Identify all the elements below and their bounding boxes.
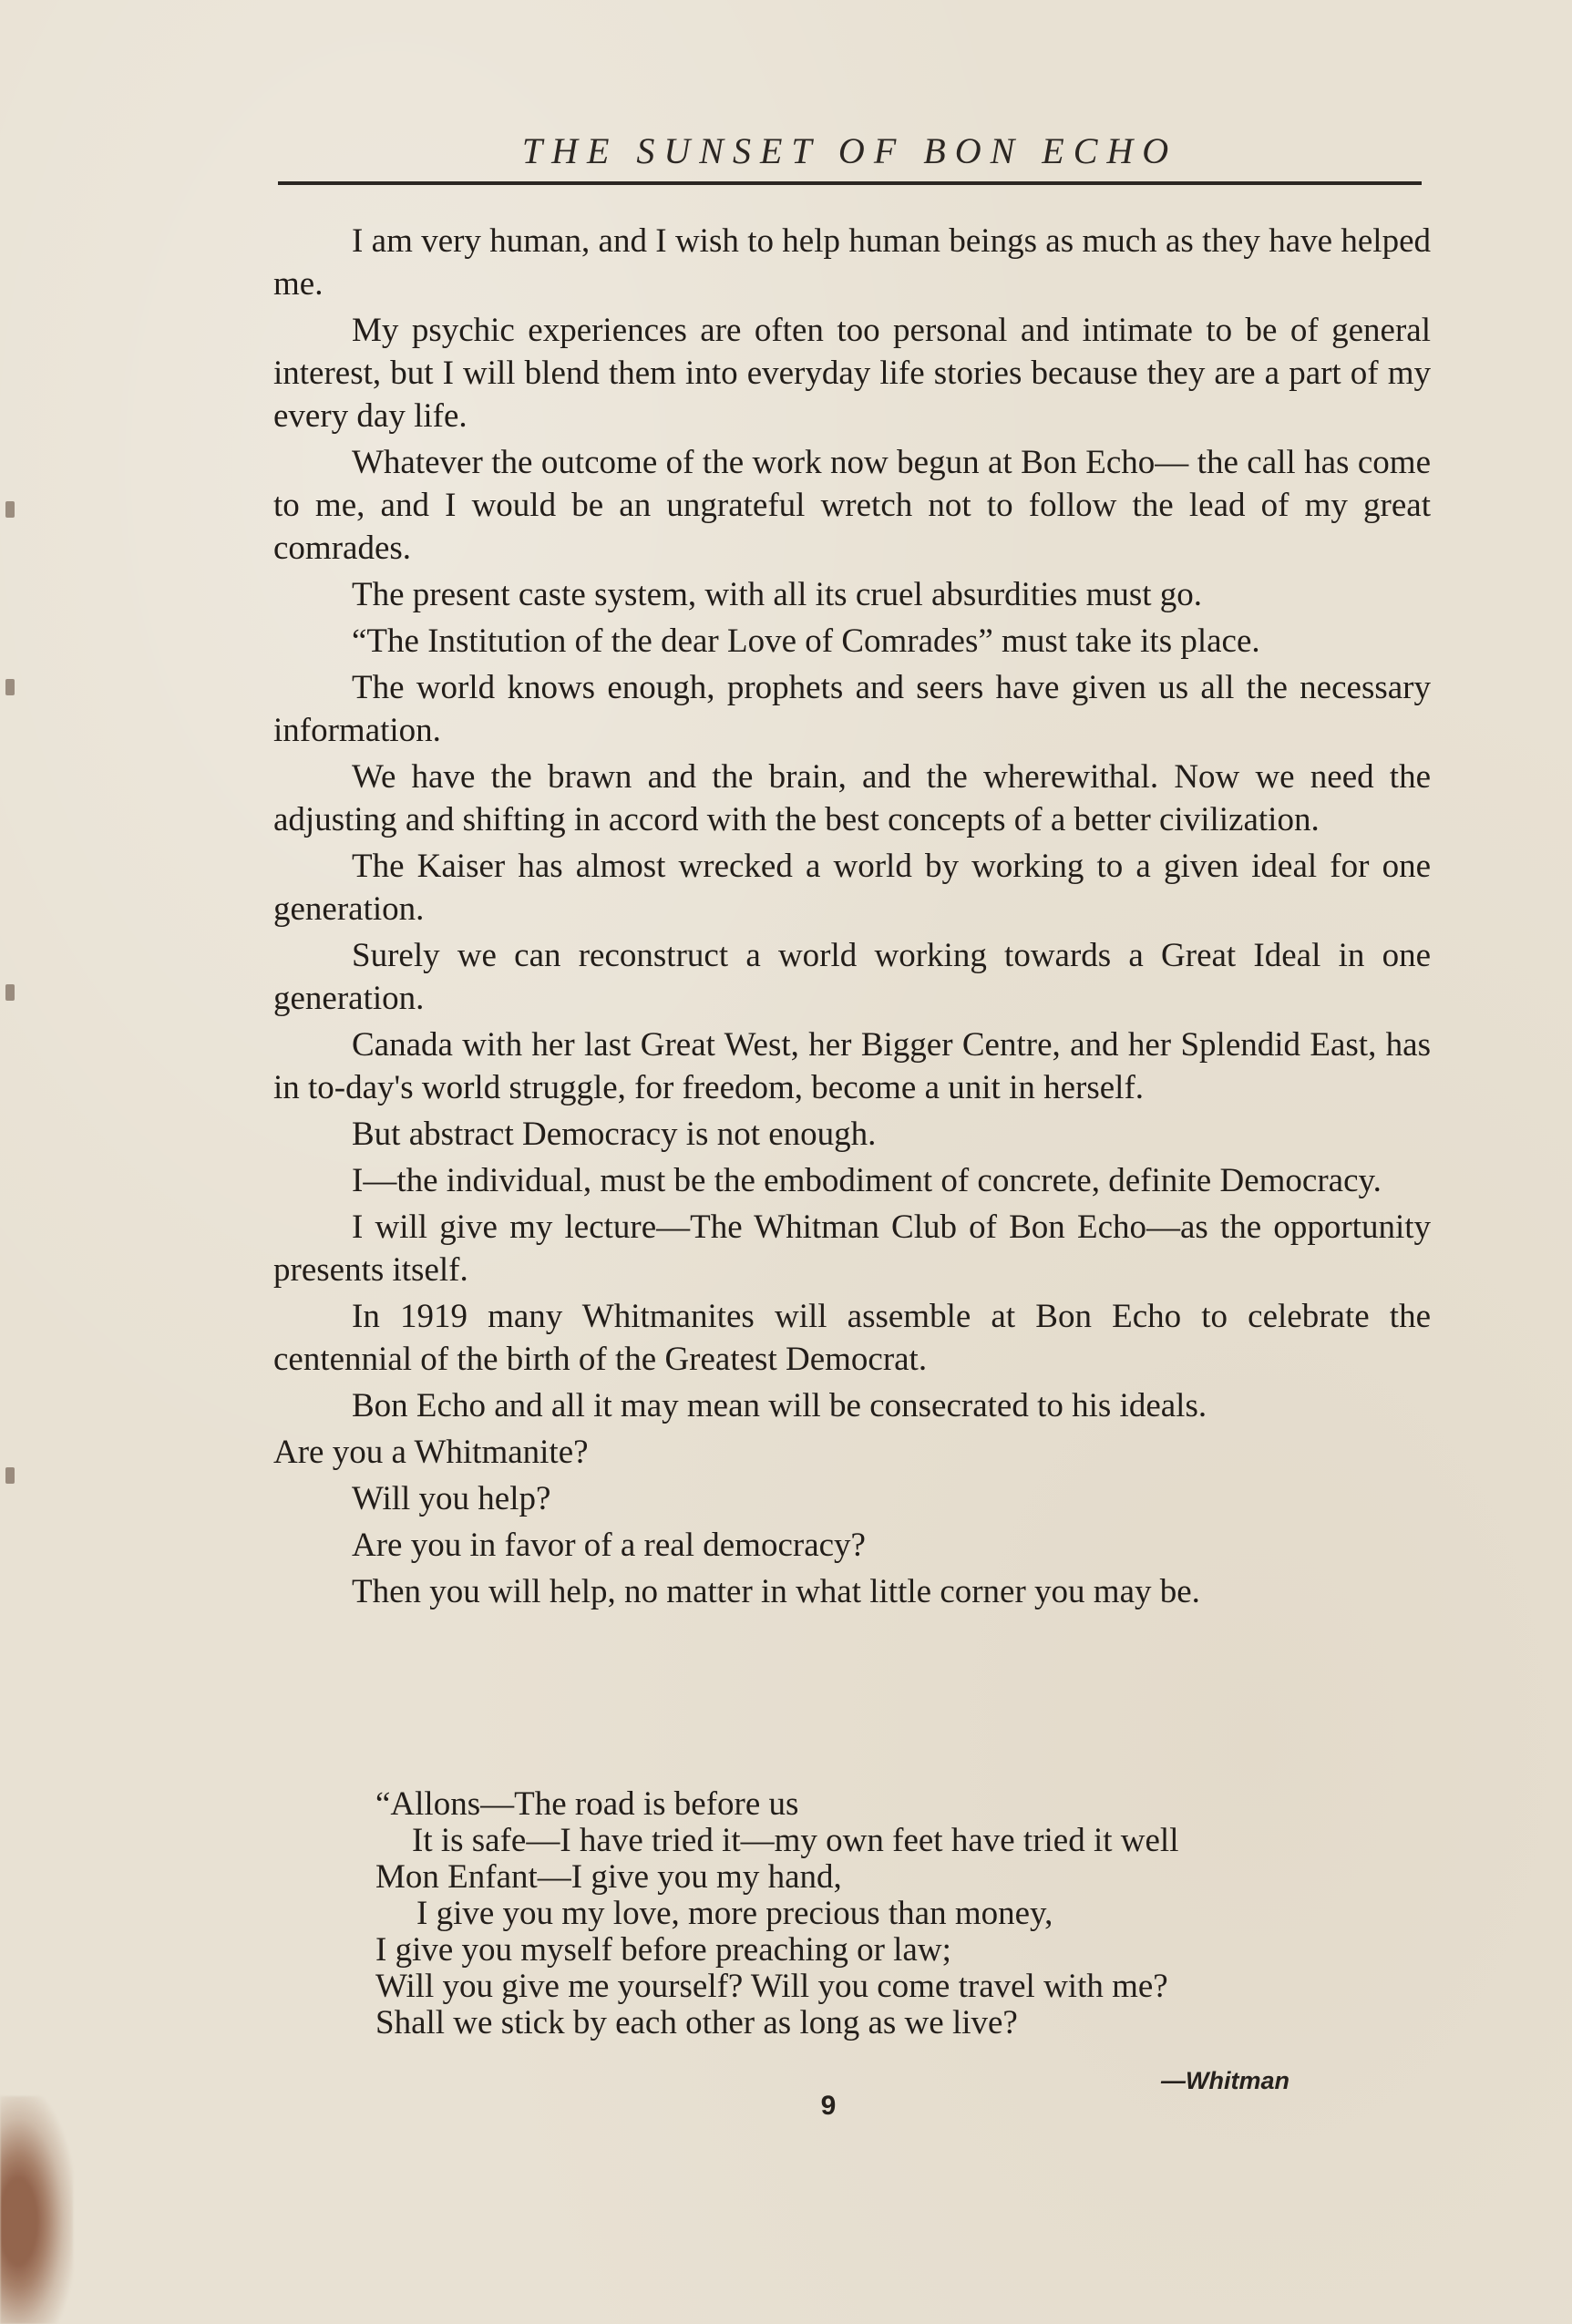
paragraph: Will you help? [352,1480,551,1517]
quoted-poem [375,1786,1442,2041]
paragraph: Then you will help, no matter in what little corner you may be. [352,1573,1200,1610]
paragraph: “The Institution of the dear Love of Comrades” must take its place. [352,622,1260,660]
paragraph: We have the brawn and the brain, and the wherewithal. Now we need the adjusting and shifting in accord with the best concepts of a better civilization. [273,758,1431,838]
paragraph: But abstract Democracy is not enough. [352,1116,877,1153]
poem-line: I give you my love, more precious than money, [416,1895,1053,1932]
paragraph: I—the individual, must be the embodiment of concrete, definite Democracy. [352,1162,1382,1199]
page-header: THE SUNSET OF BON ECHO [521,130,1178,171]
body-text [273,220,1431,1617]
page-number: 9 [820,2091,837,2121]
paragraph: I am very human, and I wish to help human beings as much as they have helped me. [273,222,1431,303]
poem-line: Will you give me yourself? Will you come travel with me? [375,1968,1168,2005]
poem-line: “Allons—The road is before us [375,1785,799,1823]
poem-line: It is safe—I have tried it—my own feet have tried it well [412,1822,1179,1859]
paragraph: The present caste system, with all its cruel absurdities must go. [352,576,1203,613]
binding-mark [5,1467,15,1484]
page-stain [0,2096,73,2324]
poem-line: I give you myself before preaching or law; [375,1931,951,1969]
paragraph: Surely we can reconstruct a world working towards a Great Ideal in one generation. [273,937,1431,1017]
paragraph: Canada with her last Great West, her Bigger Centre, and her Splendid East, has in to-day's world struggle, for freedom, become a unit in herself. [273,1026,1431,1106]
binding-mark [5,984,15,1001]
paragraph: In 1919 many Whitmanites will assemble at Bon Echo to celebrate the centennial of the birth of the Greatest Democrat. [273,1298,1431,1378]
paragraph: The Kaiser has almost wrecked a world by working to a given ideal for one generation. [273,848,1431,928]
paragraph: Bon Echo and all it may mean will be consecrated to his ideals. [352,1387,1207,1424]
paragraph: Are you in favor of a real democracy? [352,1527,866,1564]
poem-attribution: —Whitman [1161,2067,1289,2094]
poem-line: Shall we stick by each other as long as we live? [375,2004,1018,2041]
poem-line: Mon Enfant—I give you my hand, [375,1858,842,1896]
binding-mark [5,501,15,518]
paragraph: Whatever the outcome of the work now begun at Bon Echo— the call has come to me, and I would be an ungrateful wretch not to follow the lead of my great comrades. [273,444,1431,567]
paragraph: Are you a Whitmanite? [273,1434,589,1471]
paragraph: My psychic experiences are often too personal and intimate to be of general interest, but I will blend them into everyday life stories because they are a part of my every day life. [273,312,1431,435]
binding-mark [5,679,15,695]
paragraph: The world knows enough, prophets and seers have given us all the necessary information. [273,669,1431,749]
header-rule [278,181,1422,185]
paragraph: I will give my lecture—The Whitman Club of Bon Echo—as the opportunity presents itself. [273,1208,1431,1289]
binding-marks [5,474,15,1568]
